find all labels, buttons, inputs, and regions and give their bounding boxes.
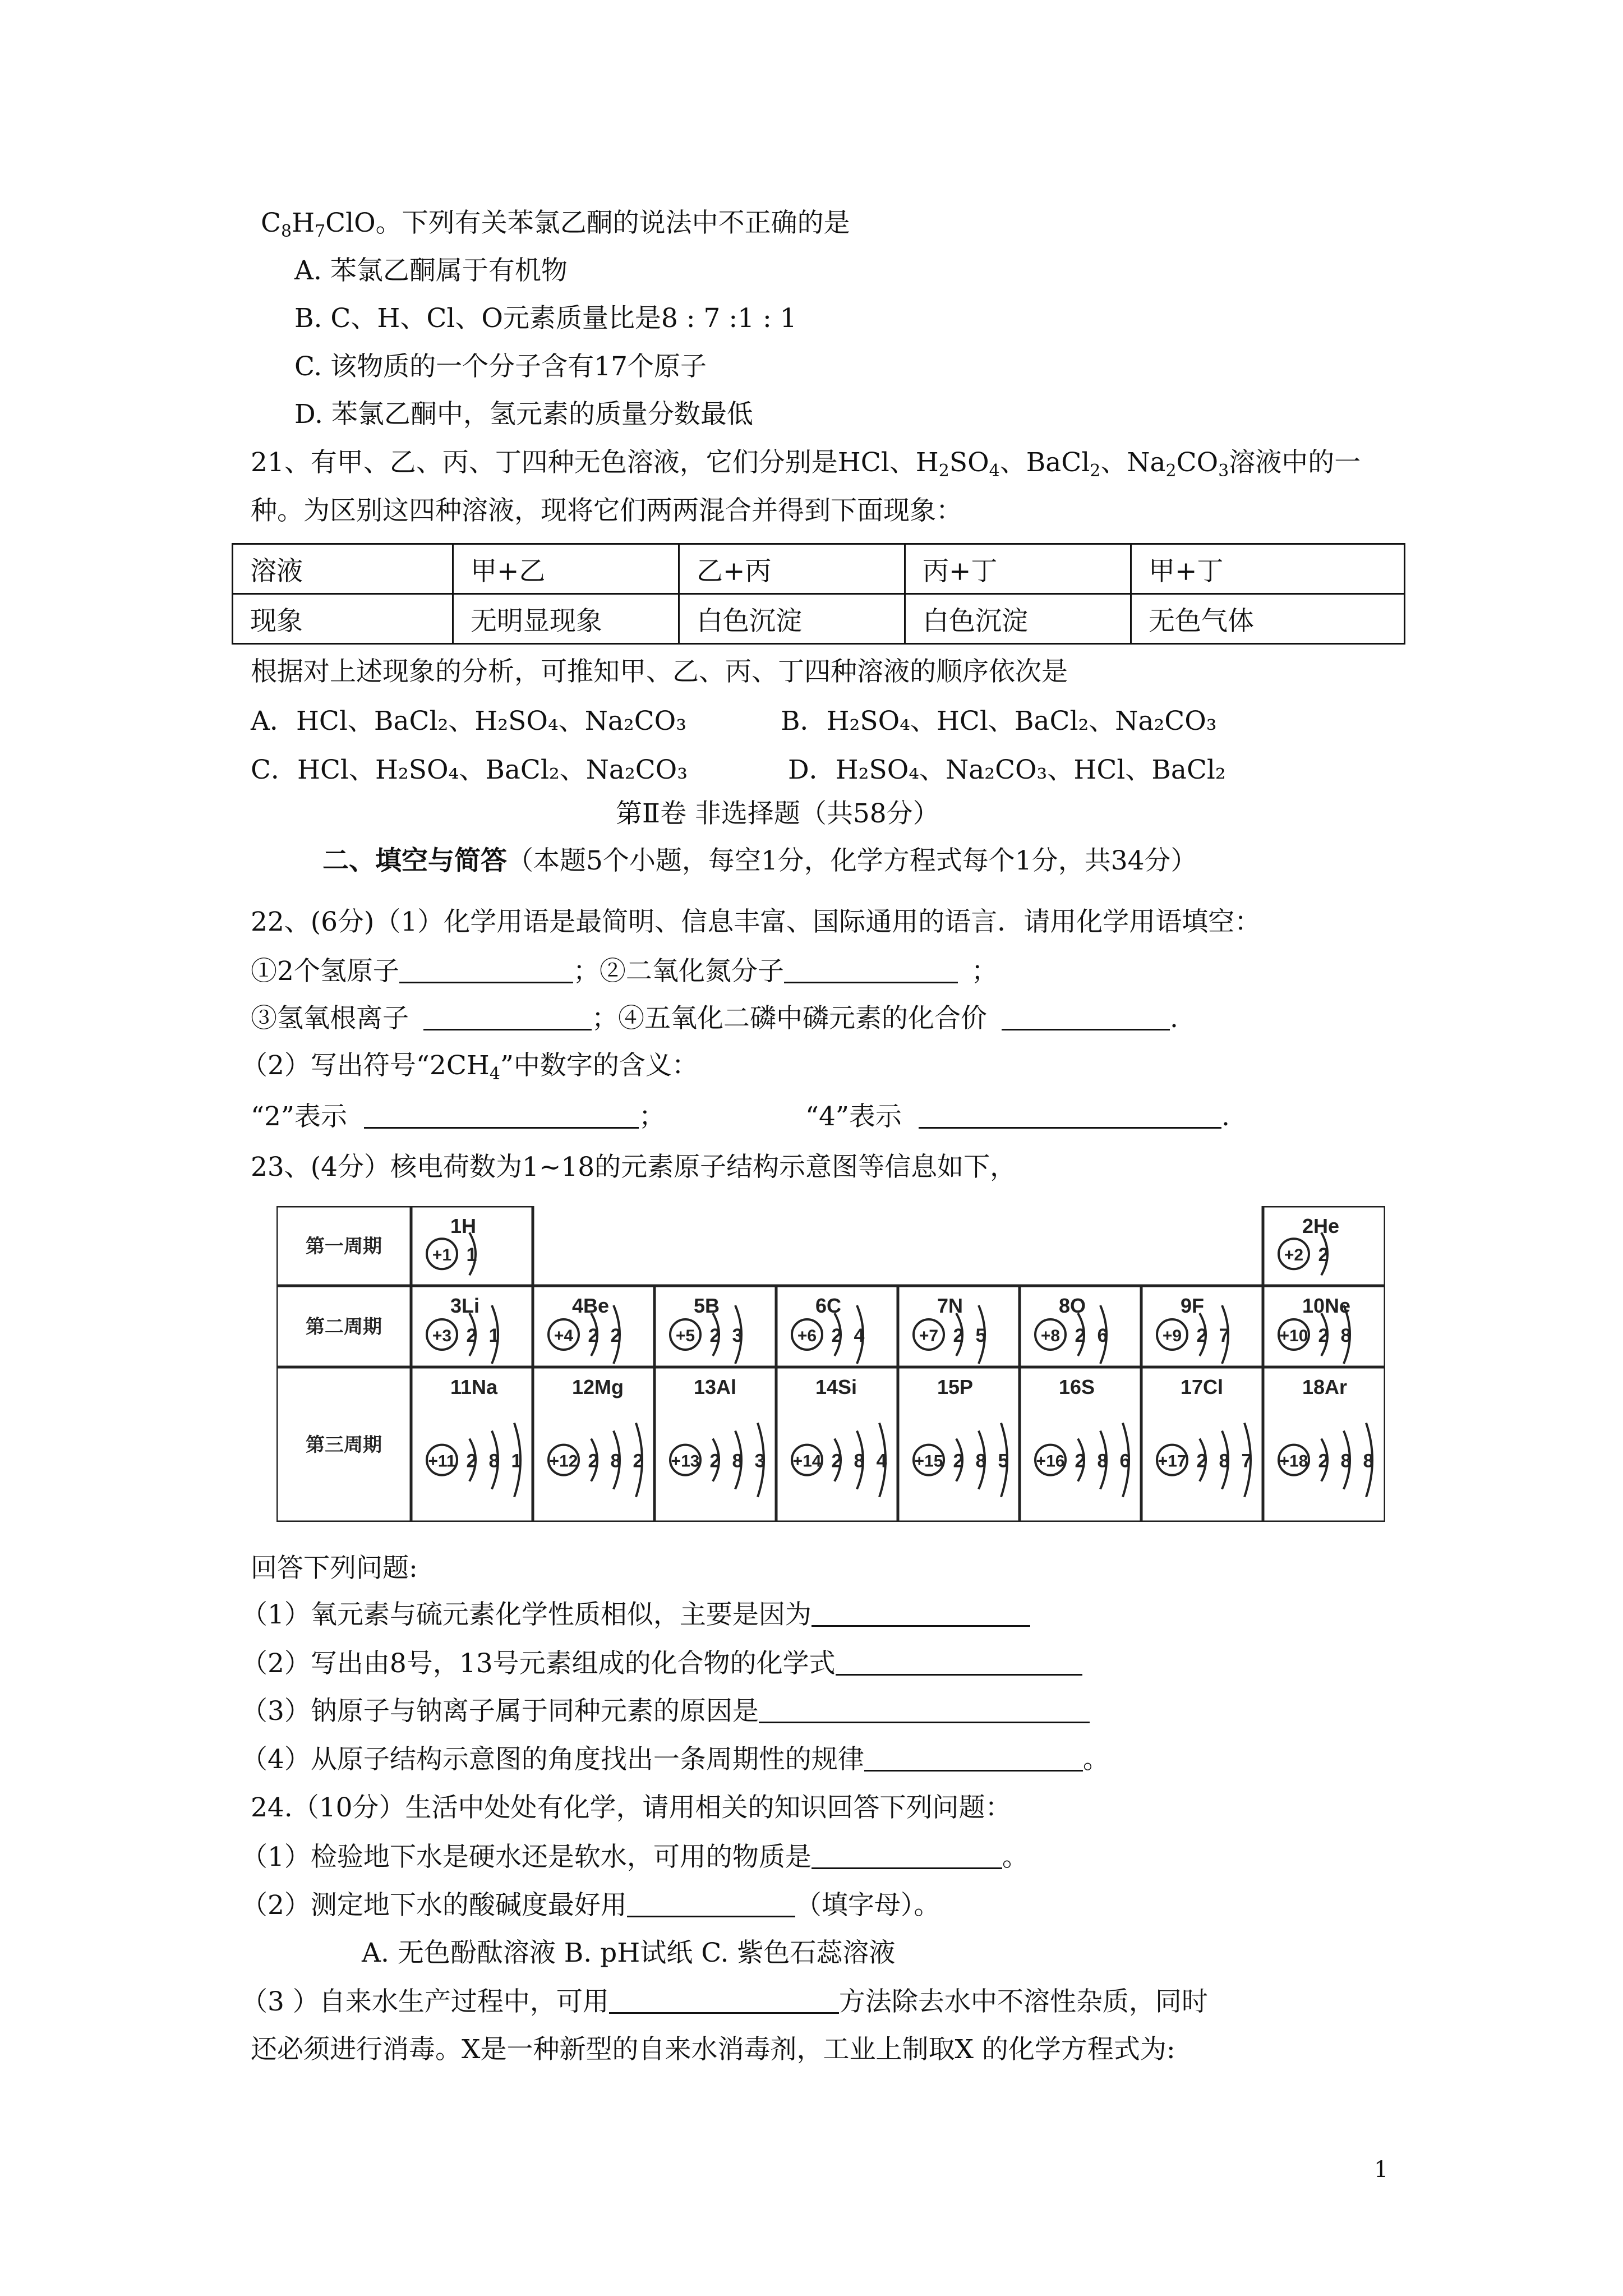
- table-cell: 乙+丙: [679, 544, 905, 594]
- answer-blank[interactable]: [423, 1006, 592, 1030]
- q22-intro: 22、(6分)（1）化学用语是最简明、信息丰富、国际通用的语言．请用化学用语填空：: [251, 907, 1261, 937]
- q20-option-d: D. 苯氯乙酮中，氢元素的质量分数最低: [294, 399, 753, 430]
- electron-count: 3: [754, 1450, 766, 1472]
- nucleus-charge: +9: [1162, 1327, 1182, 1345]
- electron-count: 2: [1196, 1325, 1207, 1346]
- q21-stem-line2: 种。为区别这四种溶液，现将它们两两混合并得到下面现象：: [251, 495, 962, 526]
- electron-count: 2: [1075, 1325, 1086, 1346]
- q23-question-3: （3）钠原子与钠离子属于同种元素的原因是: [241, 1698, 1090, 1724]
- q21-conclusion: 根据对上述现象的分析，可推知甲、乙、丙、丁四种溶液的顺序依次是: [251, 656, 1068, 687]
- electron-count: 2: [1075, 1450, 1086, 1472]
- q23-question-4: （4）从原子结构示意图的角度找出一条周期性的规律 。: [241, 1744, 1109, 1775]
- q20-stem: $C_8H_7ClO$。下列有关苯氯乙酮的说法中不正确的是: [261, 208, 850, 241]
- q24-question-3: （3 ）自来水生产过程中，可用 方法除去水中不溶性杂质，同时: [241, 1986, 1208, 2017]
- electron-count: 2: [466, 1450, 477, 1472]
- electron-count: 6: [1119, 1450, 1131, 1472]
- q21-option-a: A．HCl、BaCl₂、H₂SO₄、Na₂CO₃: [251, 706, 687, 737]
- element-label: 7N: [937, 1294, 963, 1317]
- nucleus-charge: +8: [1040, 1327, 1061, 1345]
- nucleus-charge: +3: [432, 1327, 452, 1345]
- period-label: 第三周期: [306, 1434, 382, 1456]
- nucleus-charge: +15: [914, 1452, 943, 1471]
- nucleus-charge: +11: [428, 1452, 456, 1471]
- element-label: 17Cl: [1181, 1375, 1224, 1398]
- q22-meanings: “2”表示 ； “4”表示 .: [251, 1101, 1230, 1132]
- q24-intro: 24.（10分）生活中处处有化学，请用相关的知识回答下列问题：: [251, 1792, 1012, 1823]
- q21-option-c: C．HCl、H₂SO₄、BaCl₂、Na₂CO₃: [251, 754, 688, 785]
- q22-line-2: ③氢氧根离子 ；④五氧化二磷中磷元素的化合价 .: [251, 1003, 1178, 1034]
- table-cell: 甲+乙: [453, 544, 679, 594]
- element-label: 2He: [1302, 1214, 1340, 1237]
- element-label: 18Ar: [1302, 1375, 1348, 1398]
- element-label: 14Si: [815, 1375, 857, 1398]
- electron-count: 2: [1318, 1244, 1329, 1266]
- element-label: 5B: [694, 1294, 720, 1317]
- q21-reaction-table: [232, 543, 1405, 645]
- element-label: 9F: [1181, 1294, 1205, 1317]
- nucleus-charge: +4: [554, 1327, 574, 1345]
- element-label: 12Mg: [572, 1375, 624, 1398]
- electron-count: 2: [1318, 1325, 1329, 1346]
- nucleus-charge: +1: [432, 1246, 452, 1265]
- electron-count: 3: [732, 1325, 743, 1346]
- element-label: 10Ne: [1302, 1294, 1351, 1317]
- q21-option-d: D．H₂SO₄、Na₂CO₃、HCl、BaCl₂: [788, 754, 1226, 785]
- element-label: 6C: [815, 1294, 842, 1317]
- electron-count: 8: [488, 1450, 500, 1472]
- element-label: 3Li: [450, 1294, 480, 1317]
- q23-answer-intro: 回答下列问题:: [251, 1553, 418, 1584]
- element-label: 4Be: [572, 1294, 610, 1317]
- answer-blank[interactable]: [609, 1990, 839, 2014]
- electron-count: 2: [588, 1450, 599, 1472]
- q24-question-2-options: A. 无色酚酞溶液 B. pH试纸 C. 紫色石蕊溶液: [362, 1938, 896, 1968]
- table-header-row: [233, 544, 1405, 594]
- q21-option-b: B．H₂SO₄、HCl、BaCl₂、Na₂CO₃: [781, 706, 1217, 737]
- electron-count: 2: [466, 1325, 477, 1346]
- q22-line-1: ①2个氢原子 ；②二氧化氮分子 ；: [251, 956, 998, 987]
- electron-count: 8: [1219, 1450, 1230, 1472]
- electron-count: 5: [975, 1325, 986, 1346]
- period-label: 第一周期: [306, 1236, 382, 1257]
- table-cell: 白色沉淀: [905, 594, 1131, 644]
- q20-option-c: C. 该物质的一个分子含有17个原子: [294, 351, 707, 382]
- electron-count: 2: [1196, 1450, 1207, 1472]
- nucleus-charge: +10: [1279, 1327, 1308, 1345]
- electron-count: 1: [511, 1450, 522, 1472]
- electron-count: 2: [709, 1325, 721, 1346]
- electron-count: 4: [876, 1450, 887, 1472]
- electron-count: 2: [831, 1325, 842, 1346]
- answer-blank[interactable]: [1002, 1006, 1170, 1030]
- element-label: 1H: [450, 1214, 477, 1237]
- q21-stem-line1: 21、有甲、乙、丙、丁四种无色溶液，它们分别是HCl、$H_2SO_4$、BaCl$_2$、$Na_2CO_3$溶液中的一: [251, 447, 1361, 481]
- nucleus-charge: +6: [797, 1327, 817, 1345]
- page-number: 1: [1374, 2157, 1389, 2183]
- table-cell: 无明显现象: [453, 594, 679, 644]
- nucleus-charge: +16: [1036, 1452, 1065, 1471]
- electron-count: 2: [633, 1450, 644, 1472]
- electron-count: 8: [1363, 1450, 1374, 1472]
- q22-sub2: （2）写出符号“$2CH_4$”中数字的含义：: [241, 1050, 698, 1084]
- nucleus-charge: +18: [1279, 1452, 1308, 1471]
- nucleus-charge: +5: [675, 1327, 695, 1345]
- element-label: 8O: [1059, 1294, 1086, 1317]
- answer-blank[interactable]: [836, 1651, 1082, 1676]
- periodic-table-figure: [276, 1206, 1385, 1522]
- electron-count: 2: [831, 1450, 842, 1472]
- electron-count: 4: [854, 1325, 865, 1346]
- electron-count: 5: [998, 1450, 1009, 1472]
- answer-blank[interactable]: [399, 959, 573, 983]
- nucleus-charge: +7: [919, 1327, 939, 1345]
- electron-count: 2: [953, 1325, 964, 1346]
- element-label: 16S: [1059, 1375, 1095, 1398]
- answer-blank[interactable]: [864, 1747, 1083, 1772]
- q24-question-3-line2: 还必须进行消毒。X是一种新型的自来水消毒剂，工业上制取X 的化学方程式为:: [251, 2034, 1175, 2065]
- element-label: 11Na: [450, 1375, 498, 1398]
- nucleus-charge: +2: [1284, 1246, 1304, 1265]
- answer-blank[interactable]: [811, 1603, 1030, 1627]
- answer-blank[interactable]: [364, 1105, 639, 1129]
- answer-blank[interactable]: [919, 1105, 1221, 1129]
- q23-question-1: （1）氧元素与硫元素化学性质相似，主要是因为: [241, 1602, 1030, 1628]
- answer-blank[interactable]: [811, 1845, 1002, 1869]
- table-cell: 甲+丁: [1131, 544, 1405, 594]
- q20-option-b: B. C、H、Cl、O元素质量比是8 : 7 :1 : 1: [294, 303, 797, 334]
- electron-count: 2: [588, 1325, 599, 1346]
- q20-option-a: A. 苯氯乙酮属于有机物: [294, 255, 568, 286]
- q23-intro: 23、(4分）核电荷数为1~18的元素原子结构示意图等信息如下，: [251, 1152, 1017, 1182]
- element-label: 13Al: [694, 1375, 737, 1398]
- electron-count: 8: [854, 1450, 865, 1472]
- electron-count: 1: [488, 1325, 500, 1346]
- element-label: 15P: [937, 1375, 974, 1398]
- electron-count: 7: [1219, 1325, 1230, 1346]
- part2-title: 第Ⅱ卷 非选择题（共58分）: [616, 798, 939, 829]
- section-heading: 二、填空与简答（本题5个小题，每空1分，化学方程式每个1分，共34分）: [322, 845, 1197, 876]
- electron-count: 1: [466, 1244, 477, 1266]
- table-cell: 现象: [233, 594, 453, 644]
- table-row: [233, 594, 1405, 644]
- q23-question-2: （2）写出由8号，13号元素组成的化合物的化学式: [241, 1650, 1082, 1677]
- electron-count: 6: [1097, 1325, 1108, 1346]
- table-cell: 溶液: [233, 544, 453, 594]
- table-cell: 无色气体: [1131, 594, 1405, 644]
- q24-question-1: （1）检验地下水是硬水还是软水，可用的物质是 。: [241, 1842, 1029, 1872]
- electron-count: 2: [610, 1325, 621, 1346]
- electron-count: 2: [953, 1450, 964, 1472]
- table-cell: 丙+丁: [905, 544, 1131, 594]
- electron-count: 2: [1318, 1450, 1329, 1472]
- electron-count: 8: [975, 1450, 986, 1472]
- electron-count: 8: [1097, 1450, 1108, 1472]
- q24-question-2: （2）测定地下水的酸碱度最好用 （填字母）。: [241, 1890, 940, 1921]
- answer-blank[interactable]: [784, 959, 958, 983]
- electron-count: 8: [1340, 1325, 1352, 1346]
- electron-count: 7: [1241, 1450, 1252, 1472]
- nucleus-charge: +14: [792, 1452, 822, 1471]
- answer-blank[interactable]: [627, 1893, 795, 1917]
- nucleus-charge: +12: [549, 1452, 578, 1471]
- answer-blank[interactable]: [759, 1699, 1090, 1723]
- nucleus-charge: +17: [1158, 1452, 1187, 1471]
- electron-count: 8: [610, 1450, 621, 1472]
- electron-count: 8: [1340, 1450, 1352, 1472]
- period-label: 第二周期: [306, 1316, 382, 1338]
- electron-count: 8: [732, 1450, 743, 1472]
- table-cell: 白色沉淀: [679, 594, 905, 644]
- nucleus-charge: +13: [671, 1452, 700, 1471]
- electron-count: 2: [709, 1450, 721, 1472]
